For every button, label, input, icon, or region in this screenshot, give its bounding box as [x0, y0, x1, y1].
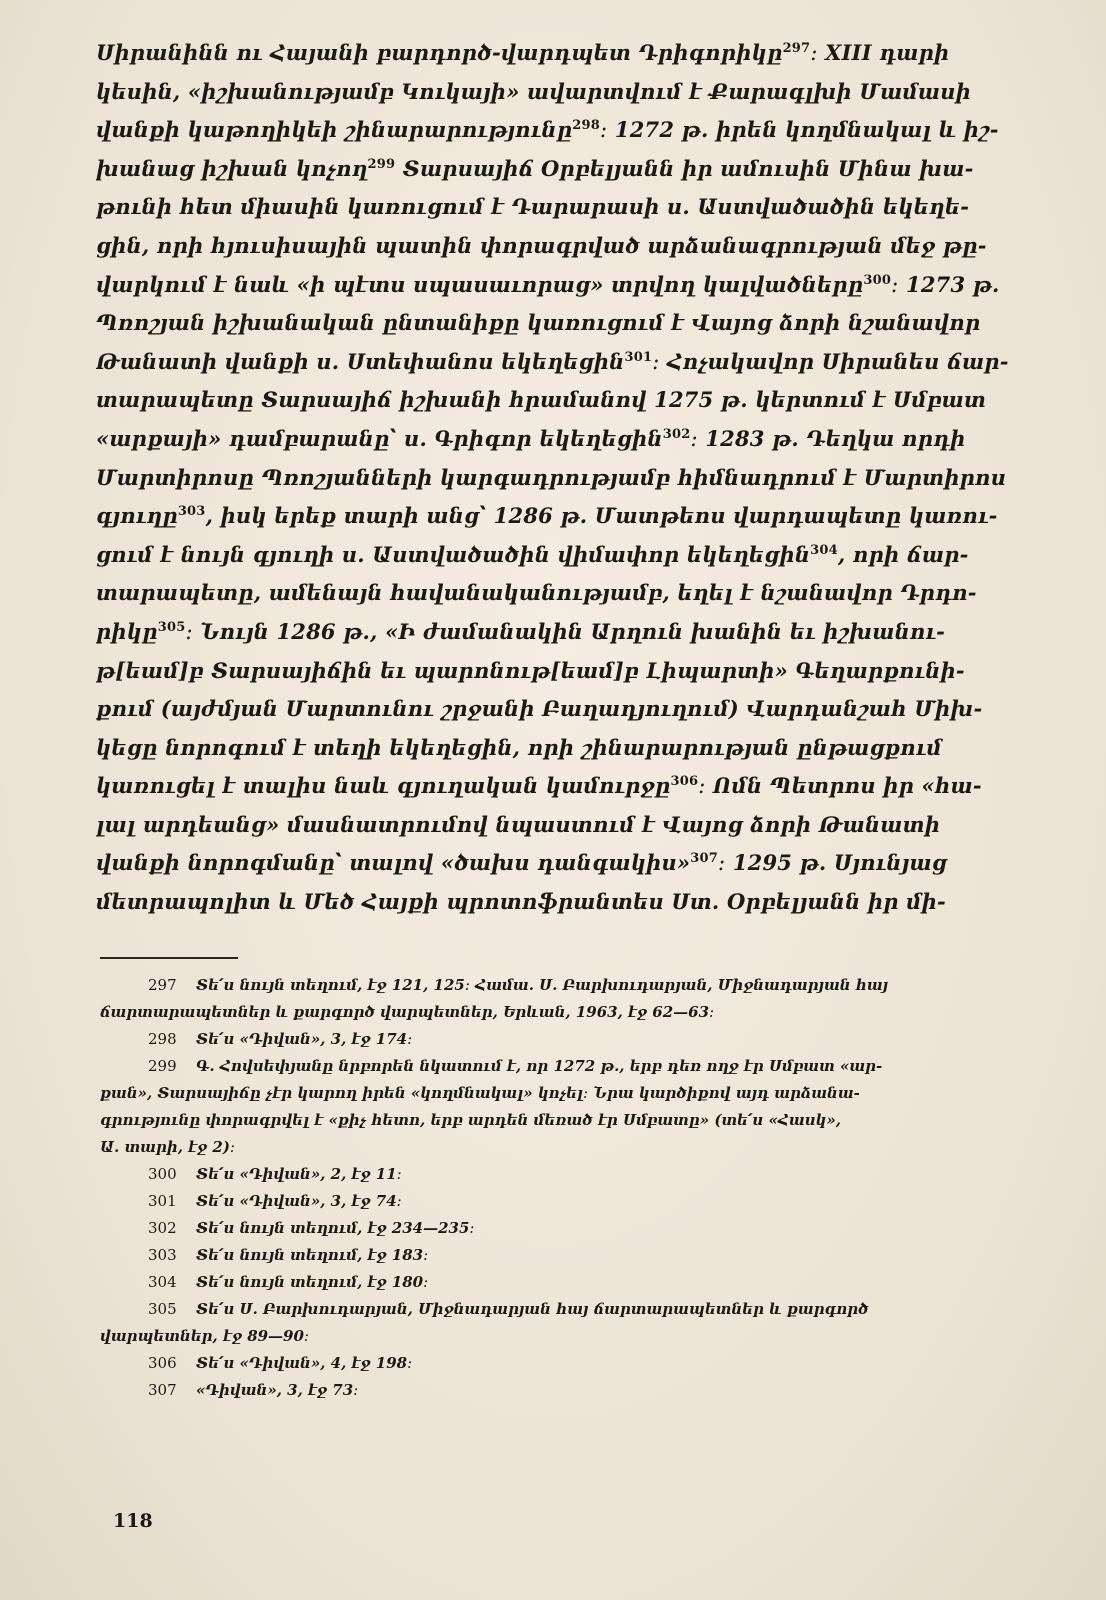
footnote: 307 «Դիվան», 3, էջ 73։	[148, 1381, 359, 1399]
text-line: կեցը նորոգում է տեղի եկեղեցին, որի շինարարության ընթացքում	[96, 734, 942, 760]
footnote: 299 Գ. Հովսեփյանը նրբորեն նկատում է, որ 1272 թ., երբ դեռ ողջ էր Սմբատ «ար-	[148, 1057, 883, 1075]
text-line: գյուղը$^{303}$, իսկ երեք տարի անց՝ 1286 թ. Մատթեոս վարդապետը կառու-	[96, 503, 998, 529]
text-line: Պռոշյան իշխանական ընտանիքը կառուցում է Վայոց ձորի նշանավոր	[96, 310, 981, 336]
text-line: ցին, որի հյուսիսային պատին փորագրված արձանագրության մեջ թը-	[96, 232, 987, 258]
footnote: 304 Տե՛ս նույն տեղում, էջ 180։	[148, 1273, 429, 1291]
text-line: Թանատի վանքի ս. Ստեփանոս եկեղեցին$^{301}$։ Հոչակավոր Սիրանես ճար-	[96, 348, 1009, 374]
footnote: 303 Տե՛ս նույն տեղում, էջ 183։	[148, 1246, 429, 1264]
main-text	[96, 34, 1046, 922]
text-line: «արքայի» դամբարանը՝ ս. Գրիգոր եկեղեցին$^{302}$։ 1283 թ. Դեղկա որդի	[96, 425, 966, 451]
text-line: խանաց իշխան կոչող$^{299}$ Տարսայիճ Օրբելյանն իր ամուսին Մինա խա-	[96, 155, 974, 181]
text-line: Սիրանինն ու Հայանի բարդործ-վարդպետ Դրիգորիկը$^{297}$։ XIII դարի	[96, 40, 950, 65]
text-line: տարապետը, ամենայն հավանականությամբ, եղել է նշանավոր Դրդո-	[96, 580, 977, 606]
text-line: ցում է նույն գյուղի ս. Աստվածածին վիմափոր եկեղեցին$^{304}$, որի ճար-	[96, 541, 969, 567]
footnote: 297 Տե՛ս նույն տեղում, էջ 121, 125։ Համա. Ս. Բարխուդարյան, Միջնադարյան հայ	[148, 976, 889, 994]
text-line: կեսին, «իշխանությամբ Կուկայի» ավարտվում է Քարագլխի Մամասի	[96, 78, 972, 104]
text-line: վանքի նորոգմանը՝ տալով «ծախս դանգակիս»$^{307}$։ 1295 թ. Սյունյաց	[96, 850, 947, 876]
text-line: րիկը$^{305}$։ Նույն 1286 թ., «Ի ժամանակին Արղուն խանին եւ իշխանու-	[96, 618, 946, 644]
footnote: 305 Տե՛ս Ս. Բարխուդարյան, Միջնադարյան հայ ճարտարապետներ և քարգործ	[148, 1300, 869, 1318]
footnote: 302 Տե՛ս նույն տեղում, էջ 234—235։	[148, 1219, 475, 1237]
text-line: քում (այժմյան Մարտունու շրջանի Բաղադյուղում) Վարդանշահ Միխ-	[96, 696, 983, 722]
footnote: ճարտարապետներ և քարգործ վարպետներ, Երևան, 1963, էջ 62—63։	[100, 1003, 715, 1021]
footnotes	[100, 972, 1048, 1404]
page-number: 118	[113, 1510, 153, 1532]
text-line: մետրապոլիտ և Մեծ Հայքի պրոտոֆրանտես Ստ. Օրբելյանն իր մի-	[96, 889, 946, 915]
text-line: վանքի կաթողիկեի շինարարությունը$^{298}$։ 1272 թ. իրեն կողմնակալ և իշ-	[96, 117, 999, 143]
footnote-separator	[100, 957, 238, 959]
footnote: քան», Տարսայիճը չէր կարող իրեն «կողմնակալ» կոչել։ Նրա կարծիքով այդ արձանա-	[100, 1084, 860, 1102]
footnote: գրությունը փորագրվել է «քիչ հետո, երբ արդեն մեռած էր Սմբատը» (տե՛ս «Հասկ»,	[100, 1111, 841, 1129]
footnote: Ա. տարի, էջ 2)։	[100, 1138, 236, 1156]
text-line: վարկում է նաև «ի պէտս սպասաւորաց» տրվող կալվածները$^{300}$։ 1273 թ.	[96, 271, 1000, 297]
text-line: լալ արդեանց» մասնատրումով նպաստում է Վայոց ձորի Թանատի	[96, 811, 941, 837]
text-line: թունի հետ միասին կառուցում է Դարարասի ս. Աստվածածին եկեղե-	[96, 194, 970, 220]
text-line: կառուցել է տալիս նաև գյուղական կամուրջը$^{306}$։ Ոմն Պետրոս իր «հա-	[96, 773, 982, 799]
text-line: Մարտիրոսը Պռոշյանների կարգադրությամբ հիմնադրում է Մարտիրոս	[96, 464, 1007, 490]
text-line: տարապետը Տարսայիճ իշխանի հրամանով 1275 թ. կերտում է Սմբատ	[96, 387, 987, 413]
text-line: թ[եամ]բ Տարսայիճին եւ պարոնութ[եամ]բ Լիպարտի» Գեղարքունի-	[96, 657, 965, 683]
footnote: 306 Տե՛ս «Դիվան», 4, էջ 198։	[148, 1354, 413, 1372]
footnote: 300 Տե՛ս «Դիվան», 2, էջ 11։	[148, 1165, 402, 1183]
footnote: 298 Տե՛ս «Դիվան», 3, էջ 174։	[148, 1030, 413, 1048]
footnote: վարպետներ, էջ 89—90։	[100, 1327, 310, 1345]
footnote: 301 Տե՛ս «Դիվան», 3, էջ 74։	[148, 1192, 402, 1210]
